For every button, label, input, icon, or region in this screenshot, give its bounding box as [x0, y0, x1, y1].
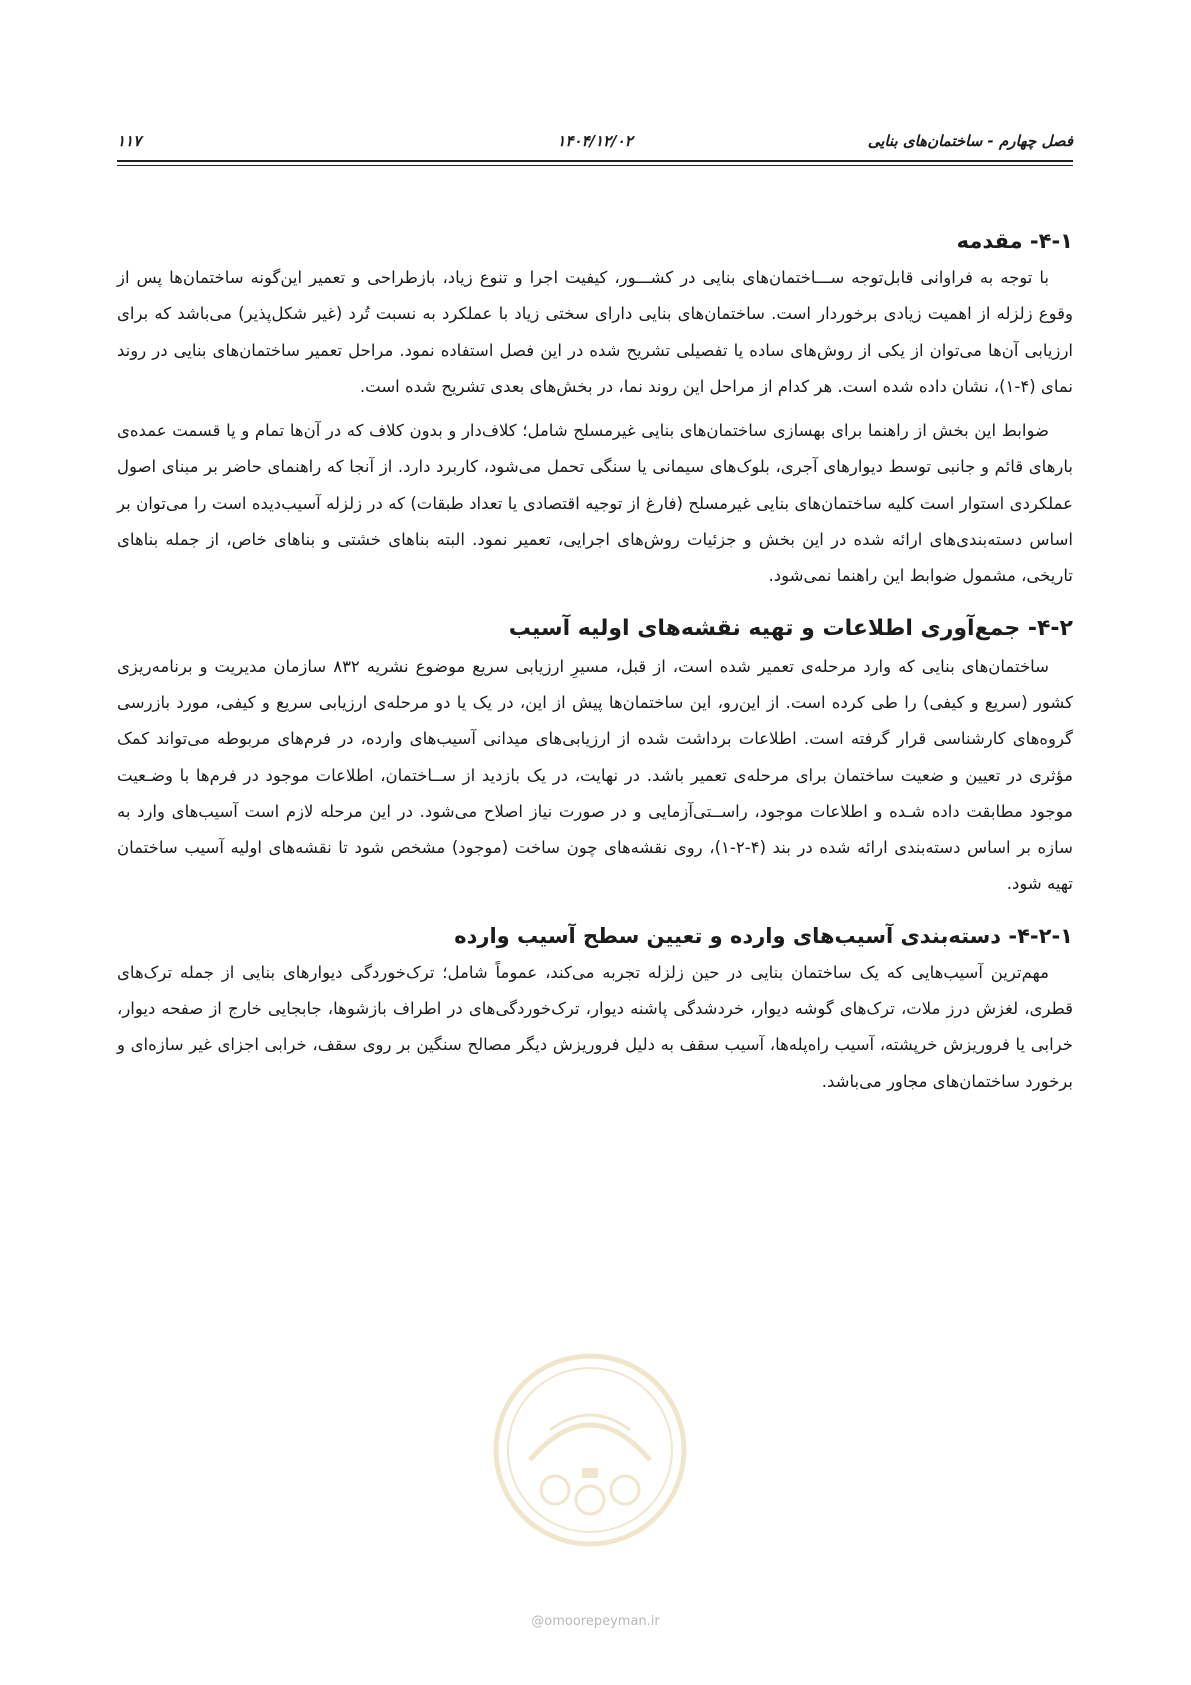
chapter-title: فصل چهارم - ساختمان‌های بنایی [867, 132, 1073, 150]
page-content [117, 222, 1073, 1100]
header-rule-thin [117, 165, 1073, 166]
header-date: ۱۴۰۴/۱۲/۰۲ [557, 132, 633, 150]
data-collection-paragraph: ساختمان‌های بنایی که وارد مرحله‌ی تعمیر شده است، از قبل، مسیرِ ارزیابی سریع موضوع نشریه ۸۳۲ سازمان مدیریت و برنامه‌ریزی کشور (سریع و کیفی) را طی کرده است. از این‌رو، این ساختمان‌ها پیش از این، در یک یا دو مرحله‌ی ارزیابی سریع و کیفی، مورد بازرسی گروه‌های کارشناسی قرار گرفته است. اطلاعات برداشت شده از ارزیابی‌های میدانی آسیب‌های وارده، در فرم‌های مربوطه می‌تواند کمک مؤثری در تعیین و ضعیت ساختمان برای مرحله‌ی تعمیر باشد. در نهایت، در یک بازدید از ســاختمان، اطلاعات موجود در فرم‌ها با وضـعیت موجود مطابقت داده شـده و اطلاعات موجود، راســتی‌آزمایی و در صورت نیاز اصلاح می‌شود. در این مرحله لازم است آسیب‌های وارد به سازه بر اساس دسته‌بندی ارائه شده در بند (۴-۲-۱)، روی نقشه‌های چون ساخت (موجود) مشخص شود تا نقشه‌های اولیه آسیب ساختمان تهیه شود. [117, 656, 1073, 894]
section-heading-intro: ۴-۱- مقدمه [956, 229, 1073, 253]
header-rule-thick [117, 160, 1073, 162]
watermark-url: @omoorepeyman.ir [531, 1614, 660, 1629]
section-heading-data-collection: ۴-۲- جمع‌آوری اطلاعات و تهیه نقشه‌های اولیه آسیب [508, 615, 1073, 641]
section-heading-damage-classification: ۴-۲-۱- دسته‌بندی آسیب‌های وارده و تعیین سطح آسیب وارده [454, 923, 1073, 948]
watermark-seal-icon [490, 1350, 690, 1550]
page-header [117, 130, 1073, 152]
intro-paragraph-1: با توجه به فراوانی قابل‌توجه ســـاختمان‌های بنایی در کشـــور، کیفیت اجرا و تنوع زیاد، بازطراحی و تعمیر این‌گونه ساختمان‌ها پس از وقوع زلزله از اهمیت زیادی برخوردار است. ساختمان‌های بنایی دارای سختی زیاد با عملکرد به نسبت تُرد (غیر شکل‌پذیر) می‌باشد که برای ارزیابی آن‌ها می‌توان از یکی از روش‌های ساده یا تفصیلی تشریح شده در این فصل استفاده نمود. مراحل تعمیر ساختمان‌های بنایی در روند نمای (۴-۱)، نشان داده شده است. هر کدام از مراحل این روند نما، در بخش‌های بعدی تشریح شده است. [117, 268, 1073, 396]
intro-paragraph-2: ضوابط این بخش از راهنما برای بهسازی ساختمان‌های بنایی غیرمسلح شامل؛ کلاف‌دار و بدون کلاف که در آن‌ها تمام و یا قسمت عمده‌ی بارهای قائم و جانبی توسط دیوارهای آجری، بلوک‌های سیمانی یا سنگی تحمل می‌شود، کاربرد دارد. از آنجا که راهنمای حاضر بر مبنای اصول عملکردی استوار است کلیه ساختمان‌های بنایی غیرمسلح (فارغ از توجیه اقتصادی یا تعداد طبقات) که در زلزله آسیب‌دیده است را می‌توان بر اساس دسته‌بندی‌های ارائه شده در این بخش و جزئیات روش‌های اجرایی، تعمیر نمود. البته بناهای خشتی و بناهای خاص، از جمله بناهای تاریخی، مشمول ضوابط این راهنما نمی‌شود. [117, 421, 1073, 586]
damage-classification-paragraph: مهم‌ترین آسیب‌هایی که یک ساختمان بنایی در حین زلزله تجربه می‌کند، عموماً شامل؛ ترک‌خوردگی دیوارهای بنایی از جمله ترک‌های قطری، لغزش درز ملات، ترک‌های گوشه دیوار، خردشدگی پاشنه دیوار، ترک‌خوردگی‌های در اطراف بازشوها، جابجایی خارج از صفحه دیوار، خرابی یا فروریزش خرپشته، آسیب راه‌پله‌ها، آسیب سقف به دلیل فروریزش دیگر مصالح سنگین بر روی سقف، خرابی اجزای غیر سازه‌ای و برخورد ساختمان‌های مجاور می‌باشد. [117, 962, 1073, 1091]
page-number: ۱۱۷ [117, 132, 142, 150]
